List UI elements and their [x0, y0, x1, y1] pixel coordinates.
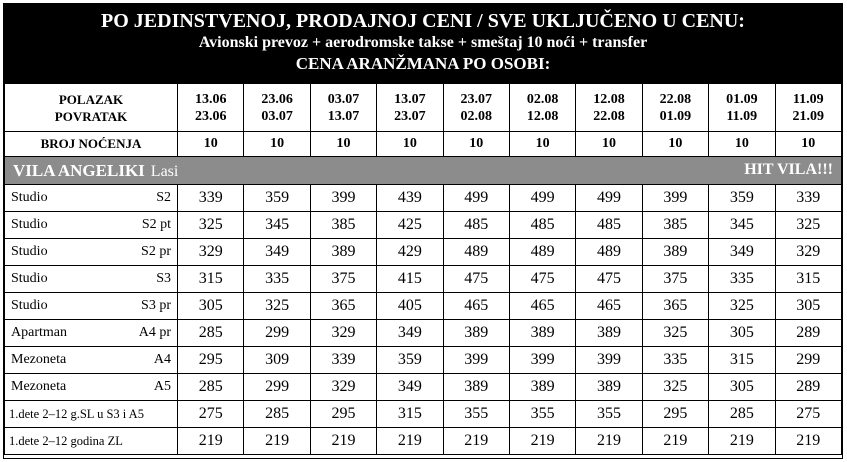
date-cell: [443, 84, 509, 132]
price-cell: 309: [244, 347, 310, 374]
accommodation-type: Studio: [11, 298, 48, 313]
price-cell: 475: [576, 266, 642, 293]
price-cell: 305: [775, 293, 841, 320]
price-cell: 325: [244, 293, 310, 320]
departure-date: 02.08: [526, 91, 559, 107]
price-cell: 305: [709, 374, 775, 401]
price-cell: 499: [509, 185, 575, 212]
price-cell: 329: [310, 320, 376, 347]
price-cell: 335: [709, 266, 775, 293]
price-cell: 489: [509, 239, 575, 266]
price-cell: 399: [310, 185, 376, 212]
price-cell: 355: [509, 401, 575, 428]
price-cell: 475: [509, 266, 575, 293]
accommodation-type: Studio: [11, 271, 48, 286]
date-cell: [509, 84, 575, 132]
accommodation-type: Mezoneta: [11, 379, 67, 394]
price-cell: 465: [576, 293, 642, 320]
price-cell: 329: [178, 239, 244, 266]
price-cell: 375: [310, 266, 376, 293]
price-cell: 219: [775, 428, 841, 455]
price-cell: 315: [178, 266, 244, 293]
price-cell: 219: [509, 428, 575, 455]
price-cell: 485: [509, 212, 575, 239]
price-cell: 365: [310, 293, 376, 320]
price-cell: 219: [244, 428, 310, 455]
price-cell: 329: [775, 239, 841, 266]
villa-banner: [5, 157, 842, 185]
price-cell: 219: [178, 428, 244, 455]
departure-date: 01.09: [726, 91, 758, 107]
date-cell: [310, 84, 376, 132]
nights-cell: 10: [642, 132, 708, 157]
dates-row: [5, 84, 842, 132]
date-cell: [709, 84, 775, 132]
villa-location: Lasi: [150, 162, 179, 180]
price-cell: 219: [310, 428, 376, 455]
header-price-note: CENA ARANŽMANA PO OSOBI:: [295, 54, 551, 73]
price-cell: 349: [244, 239, 310, 266]
return-date: 21.09: [792, 108, 824, 124]
return-label: POVRATAK: [54, 108, 128, 124]
price-row: [5, 293, 842, 320]
return-date: 23.07: [394, 108, 426, 124]
date-cell: [642, 84, 708, 132]
price-cell: 389: [443, 374, 509, 401]
price-cell: 415: [377, 266, 443, 293]
nights-cell: 10: [178, 132, 244, 157]
price-cell: 289: [775, 374, 841, 401]
price-cell: 285: [178, 320, 244, 347]
departure-date: 23.06: [261, 91, 293, 107]
accommodation-label: [5, 185, 178, 212]
accommodation-label: [5, 320, 178, 347]
price-cell: 345: [709, 212, 775, 239]
accommodation-type: Studio: [11, 244, 48, 259]
price-cell: 499: [576, 185, 642, 212]
accommodation-type: Apartman: [11, 325, 67, 340]
nights-label: BROJ NOĆENJA: [5, 132, 178, 157]
price-cell: 489: [576, 239, 642, 266]
price-row: [5, 320, 842, 347]
price-list-sheet: [3, 3, 843, 459]
room-code: S2 pr: [141, 244, 171, 259]
price-cell: 389: [509, 374, 575, 401]
price-cell: 359: [709, 185, 775, 212]
accommodation-label: [5, 212, 178, 239]
hit-badge: HIT VILA!!!: [744, 160, 833, 178]
return-date: 22.08: [593, 108, 625, 124]
price-row: [5, 185, 842, 212]
room-code: S3: [156, 271, 171, 286]
price-row: [5, 266, 842, 293]
price-cell: 325: [709, 293, 775, 320]
departure-label: POLAZAK: [58, 91, 124, 107]
price-table: [4, 83, 842, 455]
price-cell: 335: [642, 347, 708, 374]
room-code: A4: [153, 352, 171, 367]
price-cell: 399: [642, 185, 708, 212]
room-code: A4 pr: [138, 325, 171, 340]
price-cell: 349: [377, 320, 443, 347]
price-cell: 329: [310, 374, 376, 401]
price-cell: 299: [244, 374, 310, 401]
price-cell: 365: [642, 293, 708, 320]
accommodation-type: Studio: [11, 190, 48, 205]
accommodation-label: [5, 401, 178, 428]
date-cell: [178, 84, 244, 132]
price-cell: 375: [642, 266, 708, 293]
departure-date: 13.06: [194, 91, 227, 107]
price-row: [5, 239, 842, 266]
price-cell: 299: [244, 320, 310, 347]
price-cell: 385: [642, 212, 708, 239]
departure-date: 22.08: [659, 91, 692, 107]
price-cell: 489: [443, 239, 509, 266]
accommodation-type: Studio: [11, 217, 48, 232]
price-cell: 359: [244, 185, 310, 212]
price-cell: 389: [310, 239, 376, 266]
price-cell: 485: [576, 212, 642, 239]
room-code: S3 pr: [141, 298, 171, 313]
price-cell: 219: [709, 428, 775, 455]
price-cell: 349: [709, 239, 775, 266]
price-cell: 289: [775, 320, 841, 347]
price-cell: 275: [775, 401, 841, 428]
nights-row: [5, 132, 842, 157]
villa-name: VILA ANGELIKI: [13, 160, 145, 180]
departure-date: 23.07: [460, 91, 492, 107]
departure-return-label: [5, 84, 178, 132]
accommodation-label: [5, 293, 178, 320]
nights-cell: 10: [775, 132, 841, 157]
return-date: 23.06: [194, 108, 227, 124]
price-cell: 385: [310, 212, 376, 239]
date-cell: [377, 84, 443, 132]
accommodation-label: [5, 374, 178, 401]
price-cell: 275: [178, 401, 244, 428]
accommodation-label: [5, 428, 178, 455]
price-cell: 305: [709, 320, 775, 347]
price-row: [5, 212, 842, 239]
price-cell: 295: [642, 401, 708, 428]
return-date: 01.09: [659, 108, 692, 124]
price-cell: 399: [509, 347, 575, 374]
price-header: [4, 4, 842, 83]
room-code: S2 pt: [141, 217, 171, 232]
departure-date: 12.08: [593, 91, 625, 107]
price-cell: 299: [775, 347, 841, 374]
accommodation-label: [5, 266, 178, 293]
price-row: [5, 428, 842, 455]
price-cell: 335: [244, 266, 310, 293]
price-cell: 359: [377, 347, 443, 374]
return-date: 03.07: [261, 108, 293, 124]
return-date: 12.08: [526, 108, 559, 124]
departure-date: 03.07: [327, 91, 360, 107]
departure-date: 11.09: [792, 91, 824, 107]
price-cell: 219: [642, 428, 708, 455]
price-cell: 405: [377, 293, 443, 320]
price-cell: 285: [709, 401, 775, 428]
price-cell: 315: [377, 401, 443, 428]
price-cell: 429: [377, 239, 443, 266]
price-cell: 295: [310, 401, 376, 428]
date-cell: [775, 84, 841, 132]
price-cell: 285: [244, 401, 310, 428]
price-cell: 465: [509, 293, 575, 320]
price-cell: 315: [709, 347, 775, 374]
accommodation-type: 1.dete 2–12 g.SL u S3 i A5: [9, 406, 144, 421]
price-cell: 355: [576, 401, 642, 428]
price-cell: 389: [576, 320, 642, 347]
price-row: [5, 374, 842, 401]
header-subtitle: Avionski prevoz + aerodromske takse + smeštaj 10 noći + transfer: [198, 34, 648, 51]
accommodation-type: Mezoneta: [11, 352, 67, 367]
nights-cell: 10: [443, 132, 509, 157]
nights-cell: 10: [509, 132, 575, 157]
price-cell: 389: [509, 320, 575, 347]
accommodation-type: 1.dete 2–12 godina ZL: [9, 433, 123, 448]
price-cell: 325: [178, 212, 244, 239]
price-cell: 355: [443, 401, 509, 428]
price-cell: 389: [576, 374, 642, 401]
price-cell: 349: [377, 374, 443, 401]
price-cell: 485: [443, 212, 509, 239]
price-cell: 499: [443, 185, 509, 212]
nights-cell: 10: [377, 132, 443, 157]
villa-row: [5, 157, 842, 185]
price-cell: 345: [244, 212, 310, 239]
price-cell: 315: [775, 266, 841, 293]
price-cell: 219: [443, 428, 509, 455]
header-title: PO JEDINSTVENOJ, PRODAJNOJ CENI / SVE UKLJUČENO U CENU:: [101, 10, 745, 32]
nights-cell: 10: [310, 132, 376, 157]
nights-cell: 10: [244, 132, 310, 157]
price-cell: 465: [443, 293, 509, 320]
nights-cell: 10: [709, 132, 775, 157]
departure-date: 13.07: [394, 91, 426, 107]
return-date: 11.09: [726, 108, 758, 124]
price-cell: 325: [775, 212, 841, 239]
accommodation-label: [5, 347, 178, 374]
return-date: 02.08: [460, 108, 492, 124]
price-cell: 325: [642, 320, 708, 347]
price-cell: 219: [377, 428, 443, 455]
price-cell: 339: [310, 347, 376, 374]
price-cell: 325: [642, 374, 708, 401]
price-row: [5, 401, 842, 428]
date-cell: [576, 84, 642, 132]
price-cell: 219: [576, 428, 642, 455]
price-cell: 339: [775, 185, 841, 212]
price-cell: 399: [576, 347, 642, 374]
price-cell: 439: [377, 185, 443, 212]
price-row: [5, 347, 842, 374]
accommodation-label: [5, 239, 178, 266]
room-code: A5: [153, 379, 171, 394]
price-cell: 295: [178, 347, 244, 374]
room-code: S2: [156, 190, 171, 205]
price-cell: 285: [178, 374, 244, 401]
nights-cell: 10: [576, 132, 642, 157]
date-cell: [244, 84, 310, 132]
price-cell: 339: [178, 185, 244, 212]
return-date: 13.07: [327, 108, 360, 124]
price-cell: 389: [443, 320, 509, 347]
price-cell: 389: [642, 239, 708, 266]
price-cell: 305: [178, 293, 244, 320]
price-cell: 475: [443, 266, 509, 293]
price-cell: 399: [443, 347, 509, 374]
price-cell: 425: [377, 212, 443, 239]
